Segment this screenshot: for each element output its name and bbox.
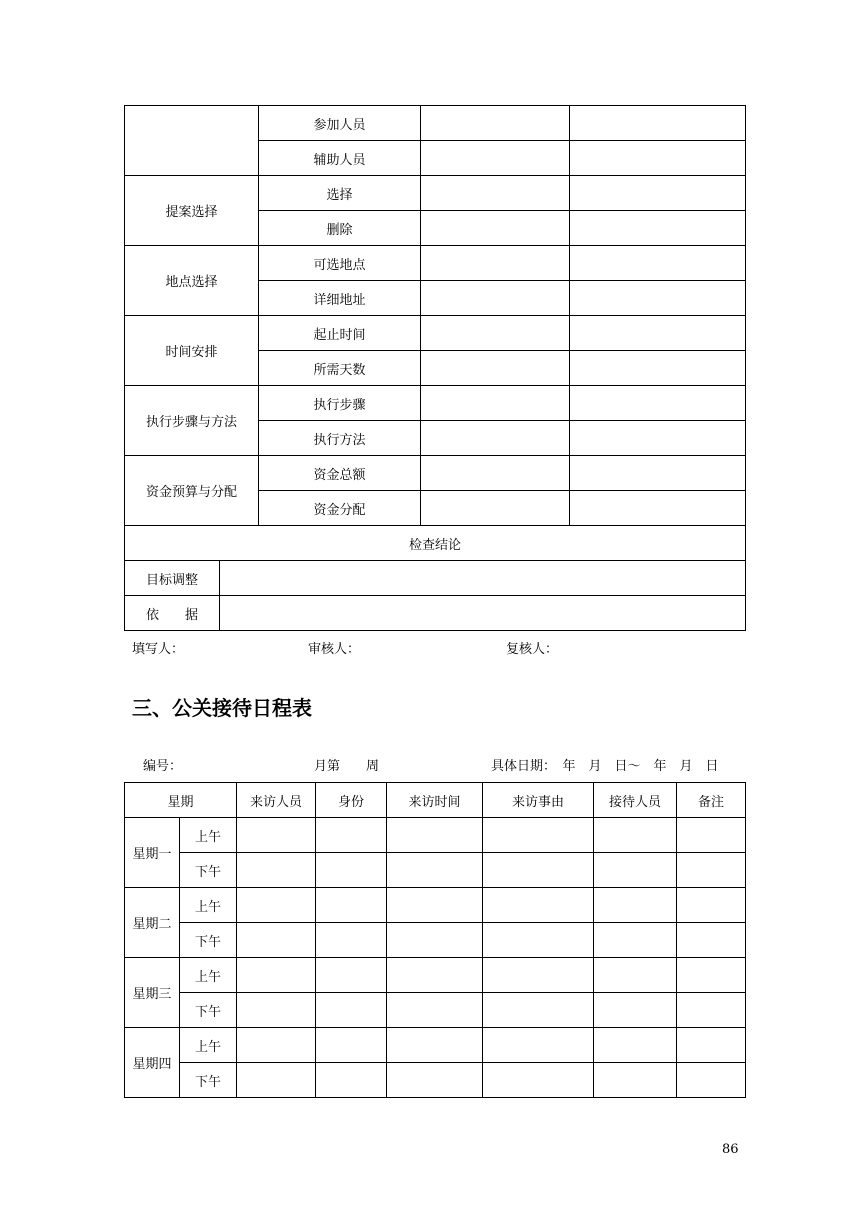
schedule-cell[interactable]: [594, 1028, 677, 1063]
header-remarks: 备注: [677, 783, 746, 818]
schedule-cell[interactable]: [677, 1028, 746, 1063]
schedule-cell[interactable]: [594, 818, 677, 853]
group-cell: 资金预算与分配: [125, 456, 259, 526]
schedule-cell[interactable]: [677, 888, 746, 923]
item-cell: 执行步骤: [259, 386, 421, 421]
reception-schedule-table: [124, 782, 746, 1098]
value-cell[interactable]: [570, 491, 746, 526]
schedule-cell[interactable]: [594, 888, 677, 923]
header-identity: 身份: [316, 783, 387, 818]
schedule-cell[interactable]: [316, 1028, 387, 1063]
schedule-cell[interactable]: [237, 1063, 316, 1098]
plan-check-table: [124, 105, 746, 631]
schedule-cell[interactable]: [387, 958, 483, 993]
target-adjust-row: [125, 561, 746, 596]
schedule-cell[interactable]: [677, 853, 746, 888]
day-cell: 星期一: [125, 818, 180, 888]
schedule-cell[interactable]: [316, 923, 387, 958]
reviewer-label: 审核人：: [308, 642, 361, 657]
group-cell: 时间安排: [125, 316, 259, 386]
value-cell[interactable]: [421, 281, 570, 316]
value-cell[interactable]: [421, 421, 570, 456]
schedule-cell[interactable]: [237, 888, 316, 923]
value-cell[interactable]: [421, 351, 570, 386]
am-cell: 上午: [180, 888, 237, 923]
item-cell: 辅助人员: [259, 141, 421, 176]
schedule-cell[interactable]: [483, 888, 594, 923]
value-cell[interactable]: [570, 456, 746, 491]
value-cell[interactable]: [570, 211, 746, 246]
conclusion-header: 检查结论: [125, 526, 746, 561]
header-visit-time: 来访时间: [387, 783, 483, 818]
schedule-cell[interactable]: [483, 958, 594, 993]
target-adjust-value[interactable]: [220, 561, 745, 595]
item-cell: 资金分配: [259, 491, 421, 526]
item-cell: 详细地址: [259, 281, 421, 316]
schedule-cell[interactable]: [483, 923, 594, 958]
value-cell[interactable]: [421, 316, 570, 351]
schedule-cell[interactable]: [677, 958, 746, 993]
item-cell: 起止时间: [259, 316, 421, 351]
value-cell[interactable]: [421, 176, 570, 211]
group-cell: 执行步骤与方法: [125, 386, 259, 456]
value-cell[interactable]: [570, 106, 746, 141]
pm-cell: 下午: [180, 923, 237, 958]
value-cell[interactable]: [570, 351, 746, 386]
item-cell: 所需天数: [259, 351, 421, 386]
schedule-cell[interactable]: [387, 853, 483, 888]
schedule-cell[interactable]: [677, 923, 746, 958]
group-cell-blank: [125, 106, 259, 176]
schedule-cell[interactable]: [316, 993, 387, 1028]
schedule-cell[interactable]: [387, 993, 483, 1028]
value-cell[interactable]: [421, 386, 570, 421]
value-cell[interactable]: [421, 246, 570, 281]
schedule-cell[interactable]: [237, 818, 316, 853]
schedule-cell[interactable]: [237, 958, 316, 993]
value-cell[interactable]: [570, 246, 746, 281]
schedule-cell[interactable]: [237, 1028, 316, 1063]
basis-value[interactable]: [220, 596, 745, 630]
day-cell: 星期四: [125, 1028, 180, 1098]
schedule-cell[interactable]: [237, 993, 316, 1028]
value-cell[interactable]: [570, 281, 746, 316]
basis-label: 依 据: [125, 596, 220, 630]
pm-cell: 下午: [180, 993, 237, 1028]
value-cell[interactable]: [570, 421, 746, 456]
schedule-cell[interactable]: [594, 993, 677, 1028]
header-visit-reason: 来访事由: [483, 783, 594, 818]
schedule-cell[interactable]: [387, 1028, 483, 1063]
value-cell[interactable]: [421, 211, 570, 246]
schedule-cell[interactable]: [316, 888, 387, 923]
schedule-cell[interactable]: [594, 853, 677, 888]
value-cell[interactable]: [570, 386, 746, 421]
value-cell[interactable]: [421, 106, 570, 141]
item-cell: 选择: [259, 176, 421, 211]
group-cell: 地点选择: [125, 246, 259, 316]
schedule-cell[interactable]: [677, 818, 746, 853]
header-host: 接待人员: [594, 783, 677, 818]
item-cell: 删除: [259, 211, 421, 246]
value-cell[interactable]: [570, 176, 746, 211]
header-visitor: 来访人员: [237, 783, 316, 818]
schedule-cell[interactable]: [483, 853, 594, 888]
schedule-cell[interactable]: [483, 993, 594, 1028]
schedule-cell[interactable]: [316, 818, 387, 853]
schedule-cell[interactable]: [387, 818, 483, 853]
schedule-cell[interactable]: [677, 993, 746, 1028]
schedule-cell[interactable]: [594, 1063, 677, 1098]
schedule-cell[interactable]: [483, 818, 594, 853]
schedule-cell[interactable]: [237, 853, 316, 888]
schedule-cell[interactable]: [316, 958, 387, 993]
schedule-cell[interactable]: [316, 853, 387, 888]
pm-cell: 下午: [180, 1063, 237, 1098]
item-cell: 参加人员: [259, 106, 421, 141]
schedule-cell[interactable]: [594, 923, 677, 958]
value-cell[interactable]: [570, 316, 746, 351]
basis-row: [125, 596, 746, 631]
schedule-cell[interactable]: [316, 1063, 387, 1098]
value-cell[interactable]: [421, 141, 570, 176]
group-cell: 提案选择: [125, 176, 259, 246]
schedule-cell[interactable]: [387, 888, 483, 923]
item-cell: 资金总额: [259, 456, 421, 491]
value-cell[interactable]: [421, 491, 570, 526]
item-cell: 执行方法: [259, 421, 421, 456]
am-cell: 上午: [180, 1028, 237, 1063]
schedule-cell[interactable]: [594, 958, 677, 993]
day-cell: 星期三: [125, 958, 180, 1028]
target-adjust-label: 目标调整: [125, 561, 220, 595]
am-cell: 上午: [180, 958, 237, 993]
week-label: 月第 周: [314, 759, 380, 774]
number-label: 编号：: [143, 759, 183, 774]
value-cell[interactable]: [421, 456, 570, 491]
schedule-cell[interactable]: [483, 1028, 594, 1063]
schedule-cell[interactable]: [237, 923, 316, 958]
pm-cell: 下午: [180, 853, 237, 888]
schedule-cell[interactable]: [387, 923, 483, 958]
header-weekday: 星期: [125, 783, 237, 818]
am-cell: 上午: [180, 818, 237, 853]
page-number: 86: [722, 1142, 739, 1157]
date-label: 具体日期： 年 月 日～ 年 月 日: [491, 759, 719, 774]
schedule-cell[interactable]: [387, 1063, 483, 1098]
filler-label: 填写人：: [132, 642, 185, 657]
value-cell[interactable]: [570, 141, 746, 176]
schedule-cell[interactable]: [483, 1063, 594, 1098]
day-cell: 星期二: [125, 888, 180, 958]
rechecker-label: 复核人：: [506, 642, 559, 657]
section-title: 三、公关接待日程表: [132, 696, 312, 720]
schedule-cell[interactable]: [677, 1063, 746, 1098]
item-cell: 可选地点: [259, 246, 421, 281]
